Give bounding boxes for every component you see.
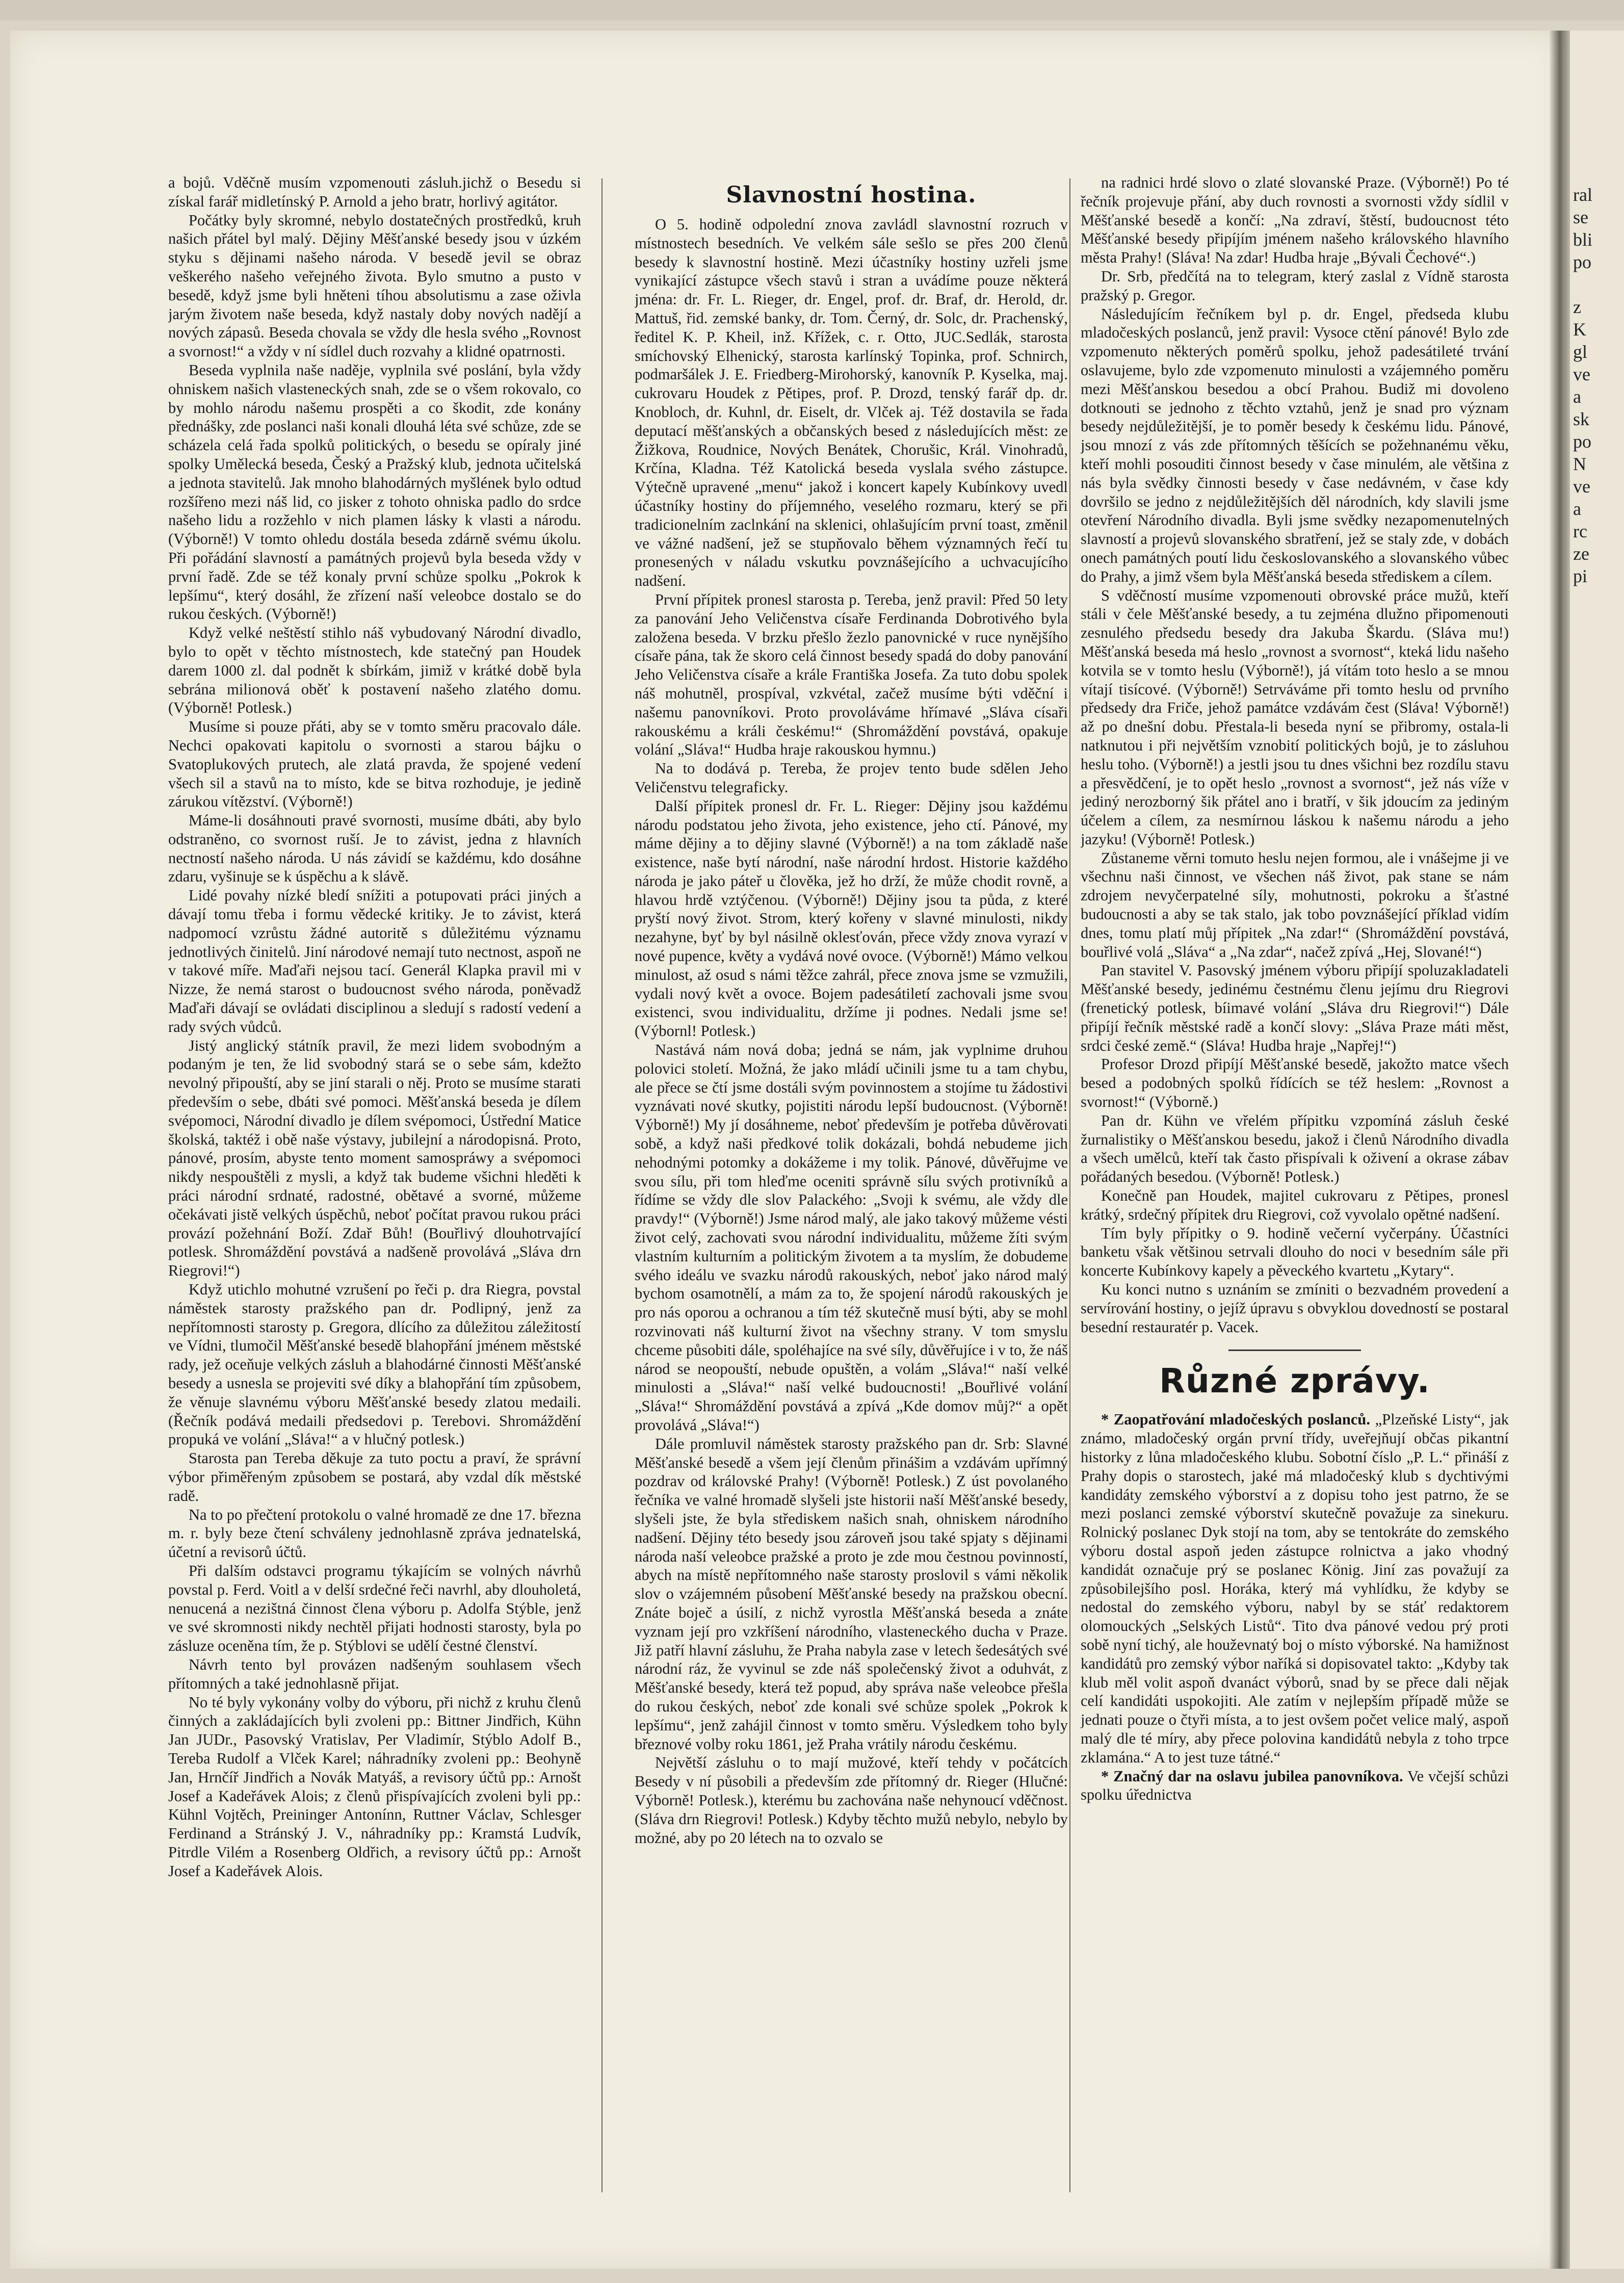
news-item-text: „Plzeňské Listy“, jak známo, mladočeský orgán první třídy, uveřejňují občas pikantní historky z lůna mladočeského klubu. Sobotní číslo „P. L.“ přináší z Prahy dopis o starostech, jaké má mladočeský klub s dychtivými kandidáty zemského výborství a z dopisu toho jest patrno, že se mezi poslanci zemské výborství skutečně považuje za sinekuru. Rolnický poslanec Dyk stojí na tom, aby se tentokráte do zemského výboru dostal aspoň jeden zástupce rolnictva a jako vhodný kandidát označuje prý se poslanec König. Jiní zas považují za způsobilejšího posl. Horáka, který má vyhlídku, že kdyby se nedostal do zemského výboru, nabyl by se stáť redaktorem olomouckých „Selských Listů“. Tito dva pánové vedou prý proti sobě nyní tichý, ale houževnatý boj o místo výborské. Na hamižnost kandidátů pro zemský výbor naříká si dopisovatel takto: „Kdyby tak klub měl volit aspoň dvanáct výborů, snad by se přece dali nějak celí kandidáti uspokojiti. Ale zatím v nejlepším případě může se jednati pouze o čtyři místa, a to jest ovšem počet velice malý, aspoň malý dle té míry, aby přece polovina kandidátů nebyla z toho trpce zklamána.“ A to jest tuze tátné.“ [1081,1411,1509,1766]
section-heading-ruzne-zpravy: Různé zprávy. [1159,1361,1430,1401]
article-paragraph: Pan stavitel V. Pasovský jménem výboru připíjí spoluzakladateli Měšťanské besedy, jedinému čestnému členu jejímu dru Riegrovi (frenetický potlesk, bíimavé volání „Sláva dru Riegrovi!“) Dále připíjí řečník městské radě a končí slovy: „Sláva Praze máti měst, srdci české země.“ (Sláva! Hudba hraje „Napřej!“) [1081,962,1509,1054]
article-paragraph: Lidé povahy nízké bledí snížiti a potupovati práci jiných a dávají tomu třeba i formu vědecké kritiky. Je to závist, která nadpomocí vzrůstu žádné autoritě s důležitému významu jednotlivých činitelů. Jiní národové nemají tuto nectnost, aspoň ne v takové míře. Maďaři nejsou tací. Generál Klapka pravil mi v Nizze, že nemá starost o budoucnost svého národa, poněvadž Maďaři dávají se ovládati disciplinou a sledují s radostí vedení a rady svých vůdců. [168,887,581,1035]
article-paragraph: Starosta pan Tereba děkuje za tuto poctu a praví, že správní výbor přiměřeným způsobem se postará, aby vzdal dík městské radě. [168,1449,581,1504]
article-paragraph: Beseda vyplnila naše naděje, vyplnila své poslání, byla vždy ohniskem našich vlasteneckých snah, zde se o všem rokovalo, co by mohlo národu našemu prospěti a co škodit, zde konány přednášky, zde poslanci naši konali dlouhá léta své schůze, zde se scházela celá řada spolků politických, o besedu se opíraly jiné spolky Umělecká beseda, Český a Pražský klub, jednota učitelská a jednota stavitelů. Jak mnoho blahodárných myšlének bylo odtud rozšířeno mezi náš lid, co jisker z tohoto ohniska padlo do srdce našeho lidu a rozžehlo v nich plamen lásky k vlasti a národu. (Výborně!) V tomto ohledu dostála beseda zdárně svému úkolu. Při pořádání slavností a památných projevů byla beseda vždy v první řadě. Zde se též konaly první schůze spolku „Pokrok k lepšímu“, který dosáhl, že zřízení naší veleobce dostalo se do rukou českých. (Výborně!) [168,361,581,623]
scan-border [0,0,1624,20]
column-3 [1081,173,1509,2197]
article-paragraph: Největší zásluhu o to mají mužové, kteří tehdy v počátcích Besedy v ní působili a především zde přítomný dr. Rieger (Hlučné: Výborně! Potlesk.), kterému bu zachována naše nehynoucí vděčnost. (Sláva drn Riegrovi! Potlesk.) Kdyby těchto mužů nebylo, nebylo by možné, aby po 20 létech na to ozvalo se [635,1754,1068,1847]
article-paragraph: První přípitek pronesl starosta p. Tereba, jenž pravil: Před 50 lety za panování Jeho Veličenstva císaře Ferdinanda Dobrotivého byla založena beseda. V brzku přešlo žezlo panovnické v ruce nynějšího císaře pána, tak že skoro celá činnost besedy spadá do doby panování Jeho Veličenstva císaře a krále Františka Josefa. Za tuto dobu spolek náš mohutněl, prospíval, vzkvétal, začež musíme býti vděční i našemu panovníkovi. Proto provoláváme hřímavé „Sláva císaři rakouskému a králi českému!“ (Shromáždění povstává, opakuje volání „Sláva!“ Hudba hraje rakouskou hymnu.) [635,590,1068,759]
adjacent-page-fragment: po [1573,252,1591,272]
article-paragraph: Tím byly přípitky o 9. hodině večerní vyčerpány. Účastníci banketu však většinou setrvali dlouho do noci v besedním sále při koncerte Kubínkovy kapely a pěveckého kvartetu „Kytary“. [1081,1224,1509,1280]
adjacent-page-edge [1570,31,1624,2269]
article-paragraph: Jistý anglický státník pravil, že mezi lidem svobodným a podaným je ten, že lid svobodný stará se o sebe sám, kdežto nevolný připouští, aby se jiní starali o něj. Proto se musíme starati především o sebe, dbáti své pomoci. Měšťanská beseda je dílem svépomoci, Národní divadlo je dílem svépomoci, Ústřední Matice školská, taktéž i obě naše výstavy, jubilejní a národopisná. Proto, pánové, prosím, abyste tento moment samospráwy a svépomoci nikdy nespouštěli z mysli, a když tak budeme všichni hleděti k práci národní srdnaté, radostné, obětavé a svorné, můžeme očekávati jistě velkých úspěchů, neboť počítat pravou rukou práci provází požehnání Boží. Zdař Bůh! (Bouřlivý dlouhotrvající potlesk. Shromáždění povstává a nadšeně provolává „Sláva drn Riegrovi!“) [168,1036,581,1280]
news-item-title: * Značný dar na oslavu jubilea panovníkova. [1101,1767,1403,1785]
article-paragraph: Konečně pan Houdek, majitel cukrovaru z Pětipes, pronesl krátký, srdečný přípitek dru Riegrovi, což vyvolalo opětné nadšení. [1081,1187,1509,1223]
article-paragraph: Další přípitek pronesl dr. Fr. L. Rieger: Dějiny jsou každému národu podstatou jeho života, jeho existence, jeho ctí. Pánové, my máme dějiny a to dějiny slavné (Výborně!) a na tom základě naše existence, naše bytí národní, naše národní hrdost. Historie každého národa je jako páteř u člověka, jež ho drží, že může chodit rovně, a hlavou hrdě vztýčenou. (Výborně!) Dějiny jsou ta půda, z které pryští nový život. Strom, který kořeny v slavné minulosti, nikdy nezahyne, byť by byl násilně oklesťován, přece vždy znova vyrazí v nové pupence, květy a vydává nové ovoce. (Výborně!) Mámo velkou minulost, až osud s námi těžce zahrál, přece znova jsme se vzmužili, vydali nový květ a ovoce. Bojem padesátiletí zachovali jsme svou existenci, svou individualitu, držíme ji podnes. Nedali jsme se! (Výbornl! Potlesk.) [635,797,1068,1040]
column-1 [168,173,581,2197]
article-paragraph: Když velké neštěstí stihlo náš vybudovaný Národní divadlo, bylo to opět v těchto místnostech, kde statečný pan Houdek darem 1000 zl. dal podnět k sbírkám, jimiž v krátké době byla sebrána milionová oběť k postavení našeho zlatého domu. (Výborně! Potlesk.) [168,624,581,717]
news-item [1081,1410,1509,1767]
adjacent-page-fragment: se [1573,207,1588,227]
article-paragraph: Profesor Drozd připíjí Měšťanské besedě, jakožto matce všech besed a podobných spolků řídících se též heslem: „Rovnost a svornost!“ (Výborně.) [1081,1055,1509,1111]
article-paragraph: a bojů. Vděčně musím vzpomenouti zásluh.jichž o Besedu si získal farář midletínský P. Arnold a jeho bratr, horlivý agitátor. [168,174,581,210]
adjacent-page-fragment: ral [1573,185,1592,205]
section-heading-hostina: Slavnostní hostina. [726,182,977,208]
article-paragraph: Musíme si pouze přáti, aby se v tomto směru pracovalo dále. Nechci opakovati kapitolu o svornosti a starou bájku o Svatoplukových prutech, ale zlatá pravda, že spojené vedení všech sil a stavů na to místo, kde se bitva rozhoduje, je jedině zárukou vítězství. (Výborně!) [168,718,581,811]
article-paragraph: Návrh tento byl provázen nadšeným souhlasem všech přítomných a také jednohlasně přijat. [168,1655,581,1692]
page-fold-shadow [1550,31,1570,2269]
adjacent-page-fragment: a [1573,499,1581,519]
adjacent-page-fragment: K [1573,319,1586,340]
adjacent-page-fragment: sk [1573,409,1590,429]
news-item-text: Ve včejší schůzi spolku úřednictva [1081,1767,1509,1804]
article-paragraph: Při dalším odstavci programu týkajícím se volných návrhů povstal p. Ferd. Voitl a v delší srdečné řeči navrhl, aby dlouholetá, nenucená a nezištná činnost člena výboru p. Adolfa Stýble, jenž ve své skromnosti nikdy nechtěl přijati hodnosti starosty, byla po zásluze oceněna tím, že p. Stýblovi se udělí čestné členství. [168,1562,581,1655]
adjacent-page-fragment: z [1573,297,1581,317]
article-paragraph: Pan dr. Kühn ve vřelém přípitku vzpomíná zásluh české žurnalistiky o Měšťanskou besedu, jakož i členů Národního divadla a všech umělců, kteří tak často přispívali k oživení a okrase zábav pořádaných besedou. (Výborně! Potlesk.) [1081,1111,1509,1186]
news-item [1081,1767,1509,1805]
section-divider [1228,1350,1361,1351]
adjacent-page-fragment: N [1573,454,1586,474]
article-paragraph: Zůstaneme věrni tomuto heslu nejen formou, ale i vnášejme ji ve všechnu naši činnost, ve všechen náš život, pak stane se nám zdrojem nevyčerpatelné síly, mohutnosti, pokroku a šťastné budoucnosti a aby se tak stalo, jak tobo povznášející příklad vidím dnes, tomu platí můj přípitek „Na zdar!“ (Shromáždění povstává, bouřlivé volá „Sláva“ a „Na zdar“, načež zpívá „Hej, Slované!“) [1081,849,1509,961]
adjacent-page-fragment: bli [1573,229,1593,250]
article-paragraph: na radnici hrdé slovo o zlaté slovanské Praze. (Výborně!) Po té řečník projevuje přání, aby duch rovnosti a svornosti vždy sídlil v Měšťanské besedě a končí: „Na zdraví, štěstí, budoucnost této Měšťanské besedy připíjím jménem našeho královského hlavního města Prahy! (Sláva! Na zdar! Hudba hraje „Bývali Čechové“.) [1081,174,1509,267]
article-paragraph: Následujícím řečníkem byl p. dr. Engel, předseda klubu mladočeských poslanců, jenž pravil: Vysoce ctění pánové! Bylo zde vzpomenuto některých poměrů spolku, jehož padesátileté trvání oslavujeme, bylo zde vzpomenuto minulosti a vzájemného poměru mezi Měšťanskou besedou a obcí Prahou. Budiž mi dovoleno dotknouti se jednoho z těchto vztahů, jenž je snad pro význam besedy nejdůležitější, je to poměr besedy k českému lidu. Pánové, jsou mnozí z vás zde přítomných těšících se požehnanému věku, kteří mohli posouditi činnost besedy v čase minulém, ale většina z nás byla svědky činnosti besedy v čase nedávném, v čase kdy dovršilo se jedno z nejdůležitějších děl národních, kdy slavili jsme otevření Národního divadla. Byli jsme svědky nezapomenutelných slavností a projevů slovanského sbratření, jež se staly zde, v dobách onech památných poutí lidu českoslovanského a slovanského vůbec do Prahy, a jimž všem byla Měšťanská beseda střediskem a cílem. [1081,305,1509,585]
article-paragraph: Máme-li dosáhnouti pravé svornosti, musíme dbáti, aby bylo odstraněno, co svornost ruší. Je to závist, jedna z hlavních nectností našeho národa. U nás závidí se každému, kdo dosáhne zdaru, vyšinuje se k úspěchu a k slávě. [168,812,581,886]
adjacent-page-fragment: pi [1573,566,1588,586]
adjacent-page-fragment: a [1573,386,1581,407]
adjacent-page-fragment: ze [1573,543,1589,564]
article-paragraph: Nastává nám nová doba; jedná se nám, jak vyplnime druhou polovici století. Možná, že jako mládí učinili jsme tu a tam chybu, ale přece se čtí jsme dostáli svým povinnostem a stojíme tu žádostivi vyznávati nové skutky, pojistiti národu lepší budoucnost. (Výborně! Výborně!) My jí dosáhneme, neboť především je potřeba důvěrovati sobě, a když naši předkové tolik dokázali, bohdá nebudeme jich nehodnými potomky a dokážeme i my tolik. Pánové, důvěřujme ve svou sílu, při tom hleďme oceniti správně sílu svých protivníků a řídíme se vždy dle slov Palackého: „Svoji k svému, ale vždy dle pravdy!“ (Výborně!) Jsme národ malý, ale jako takový můžeme vésti život celý, zachovati svou národní individualitu, můžeme žíti svým vlastním kulturním a politickým životem a ta myslím, že dobudeme svého ideálu ve svazku národů rakouských, neboť jako národ malý bychom osamotnělí, a mám za to, že spojení národů rakouských je pro nás oporou a ochranou a tím též skutečně musí býti, aby se mohl rozvinovati náš kulturní život na všechny strany. V tom smyslu chceme působiti dále, spoléhajíce na své síly, důvěřujíce i v to, že náš národ se neopouští, nebude opuštěn, a volám „Sláva!“ naší velké minulosti a „Sláva!“ naší velké budoucnosti! „Bouřlivé volání „Sláva!“ Shromáždění povstává a zpívá „Kde domov můj?“ a opět provolává „Sláva!“) [635,1041,1068,1434]
column-rule-1 [601,178,603,2192]
article-paragraph: Ku konci nutno s uznáním se zmíniti o bezvadném provedení a servírování hostiny, o jejíž úpravu s obvyklou dovedností se postaral besední restauratér p. Vacek. [1081,1281,1509,1336]
article-paragraph: Na to dodává p. Tereba, že projev tento bude sdělen Jeho Veličenstvu telegraficky. [635,760,1068,796]
article-paragraph: Počátky byly skromné, nebylo dostatečných prostředků, kruh našich přátel byl malý. Dějiny Měšťanské besedy jsou v úzkém styku s dějinami našeho národa. V besedě jevil se obraz veškerého našeho veřejného života. Bylo smutno a pusto v besedě, když jsme byli hněteni tíhou absolutismu a zase oživla jarým životem naše beseda, když nastaly doby nových nadějí a nových zápasů. Beseda chovala se vždy dle hesla svého „Rovnost a svornost!“ a vždy v ní sídlel duch rozvahy a klidné opatrnosti. [168,211,581,360]
article-paragraph: Dále promluvil náměstek starosty pražského pan dr. Srb: Slavné Měšťanské besedě a všem její členům přinášim a vzdávám upřímný pozdrav od královské Prahy! (Výborně! Potlesk.) Z úst povolaného řečníka ve valné hromadě slyšeli jste historii naší Měšťanské besedy, slyšeli jste, že byla střediskem našich snah, ohniskem národního nadšení. Dějiny této besedy jsou zároveň jsou také spjaty s dějinami národa naší veleobce pražské a proto je zde mou čestnou povinností, abych na místě nepřítomného naše starosty proslovil s vámi několik slov o vzájemném působení Měšťanské besedy na pražskou obecní. Znáte boječ a úsilí, z nichž vyrostla Měšťanská beseda a znáte vyznam její pro vzkříšení národního, vlasteneckého ducha v Praze. Již patří hlavní zásluhu, že Praha nabyla zase v letech šedesátých své národní ráz, že vyvinul se zde náš společenský život a oduhvát, z Měšťanské besedy, která tež popud, aby správa naše veleobce přešla do rukou českých, neboť zde konali své schůze spolek „Pokrok k lepšímu“, jenž zahájil činnost v tomto směru. Výsledkem toho byly březnové volby roku 1861, jež Praha vrátily národu českému. [635,1435,1068,1753]
adjacent-page-fragment: po [1573,431,1591,452]
column-2 [635,173,1068,2197]
adjacent-page-fragment: gl [1573,342,1588,362]
adjacent-page-fragment: ve [1573,364,1590,384]
article-paragraph: Na to po přečtení protokolu o valné hromadě ze dne 17. března m. r. byly beze čtení schváleny jednohlasně zpráva jednatelská, účetní a revisorů účtů. [168,1506,581,1561]
column-rule-2 [1069,178,1070,2192]
article-paragraph: Dr. Srb, předčítá na to telegram, který zaslal z Vídně starosta pražský p. Gregor. [1081,267,1509,304]
article-paragraph: S vděčností musíme vzpomenouti obrovské práce mužů, kteří stáli v čele Měšťanské besedy, a tu zejména dlužno připomenouti zesnulého předsedu besedy dra Jakuba Škardu. (Sláva mu!) Měšťanská beseda má heslo „rovnost a svornost“, kteká lidu našeho kotvila se v tomto heslu (Výborně!), já vítám toto heslo a se mnou vítají tisícové. (Výborně!) Setrváváme při tomto heslu od prvního předsedy dra Friče, jehož památce vzdávám čest (Sláva! Výborně!) až po dnešní dobu. Přestala-li beseda nyní se přibromy, ostala-li natknutou i při největším vznobití politických bojů, je to zásluhou heslu toho. (Výborně!) a jestli jsou tu dnes všichni bez rozdílu stavu a přesvědčení, je to opět heslo „rovnost a svornost“, jež nás víže v jediný nerozborný šik přátel ano i bratří, v šik jdoucím za jediným účelem a cílem, za nesmírnou láskou k našemu národu a jeho jazyku! (Výborně! Potlesk.) [1081,586,1509,848]
adjacent-page-fragment: ve [1573,476,1590,497]
adjacent-page-fragment: rc [1573,521,1587,541]
news-item-title: * Zaopatřování mladočeských poslanců. [1101,1411,1370,1429]
article-paragraph: O 5. hodině odpolední znova zavládl slavnostní rozruch v místnostech besedních. Ve velkém sále sešlo se přes 200 členů besedy k slavnostní hostině. Mezi účastníky hostiny uzřeli jsme vynikající zástupce všech stavů i stran a uvádíme pouze některá jména: dr. Fr. L. Rieger, dr. Engel, prof. dr. Braf, dr. Herold, dr. Mattuš, řid. zemské banky, dr. Tom. Černý, dr. Solc, dr. Prachenský, ředitel K. P. Kheil, inž. Křížek, c. r. Otto, JUC.Sedlák, starosta smíchovský Elhenický, starosta karlínský Topinka, prof. Schnirch, podmaršálek J. E. Friedberg-Mirohorský, kanovník P. Kyselka, maj. cukrovaru Houdek z Pětipes, prof. P. Drozd, tenský farář dp. dr. Knobloch, dr. Kuhnl, dr. Eiselt, dr. Vlček aj. Též dostavila se řada deputací měšťanských a občanských besed z následujících měst: ze Žižkova, Roudnice, Nových Benátek, Chorušic, Král. Vinohradů, Krčína, Kladna. Též Katolická beseda vyslala svého zástupce. Výtečně upravené „menu“ jakož i koncert kapely Kubínkovy uvedl účastníky hostiny do příjemného, veselého rozmaru, který se při tradicionelním zaclnkání na sklenici, ohlašujícím první toast, změnil ve vážné nadšení, jež se stupňovalo během významných řečí tu pronesených v náladu vskutku povznášejícího a uchvacujícího nadšení. [635,216,1068,590]
article-paragraph: No té byly vykonány volby do výboru, při nichž z kruhu členů činných a zakládajících byli zvoleni pp.: Bittner Jindřich, Kühn Jan JUDr., Pasovský Vratislav, Per Vladimír, Stýblo Adolf B., Tereba Rudolf a Vlček Karel; náhradníky zvoleni pp.: Beohyně Jan, Hrnčíř Jindřich a Novák Matyáš, a revisory účtů pp.: Arnošt Josef a Kadeřávek Alois; z členů přispívajících zvoleni byli pp.: Kühnl Vojtěch, Preininger Antonínn, Ruttner Václav, Schlesger Ferdinand a Stránský J. V., náhradníky pp.: Kramstá Ludvík, Pitrdle Vilém a Rosenberg Oldřich, a revisory účtů pp.: Arnošt Josef a Kadeřávek Alois. [168,1693,581,1880]
article-paragraph: Když utichlo mohutné vzrušení po řeči p. dra Riegra, povstal náměstek starosty pražského pan dr. Podlipný, jenž za nepřítomnosti starosty p. Gregora, dlícího za důležitou záležitostí ve Vídni, tlumočil Měšťanské besedě blahopřání jménem městské rady, jež oceňuje velkých zásluh a blahodárné činnosti Měšťanské besedy a usnesla se projeviti své díky a blahopřání tím způsobem, že věnuje slavnému výboru Měšťanské besedy zlatou medaili. (Řečník podává medaili předsedovi p. Terebovi. Shromáždění propuká ve volání „Sláva!“ a v hlučný potlesk.) [168,1281,581,1448]
